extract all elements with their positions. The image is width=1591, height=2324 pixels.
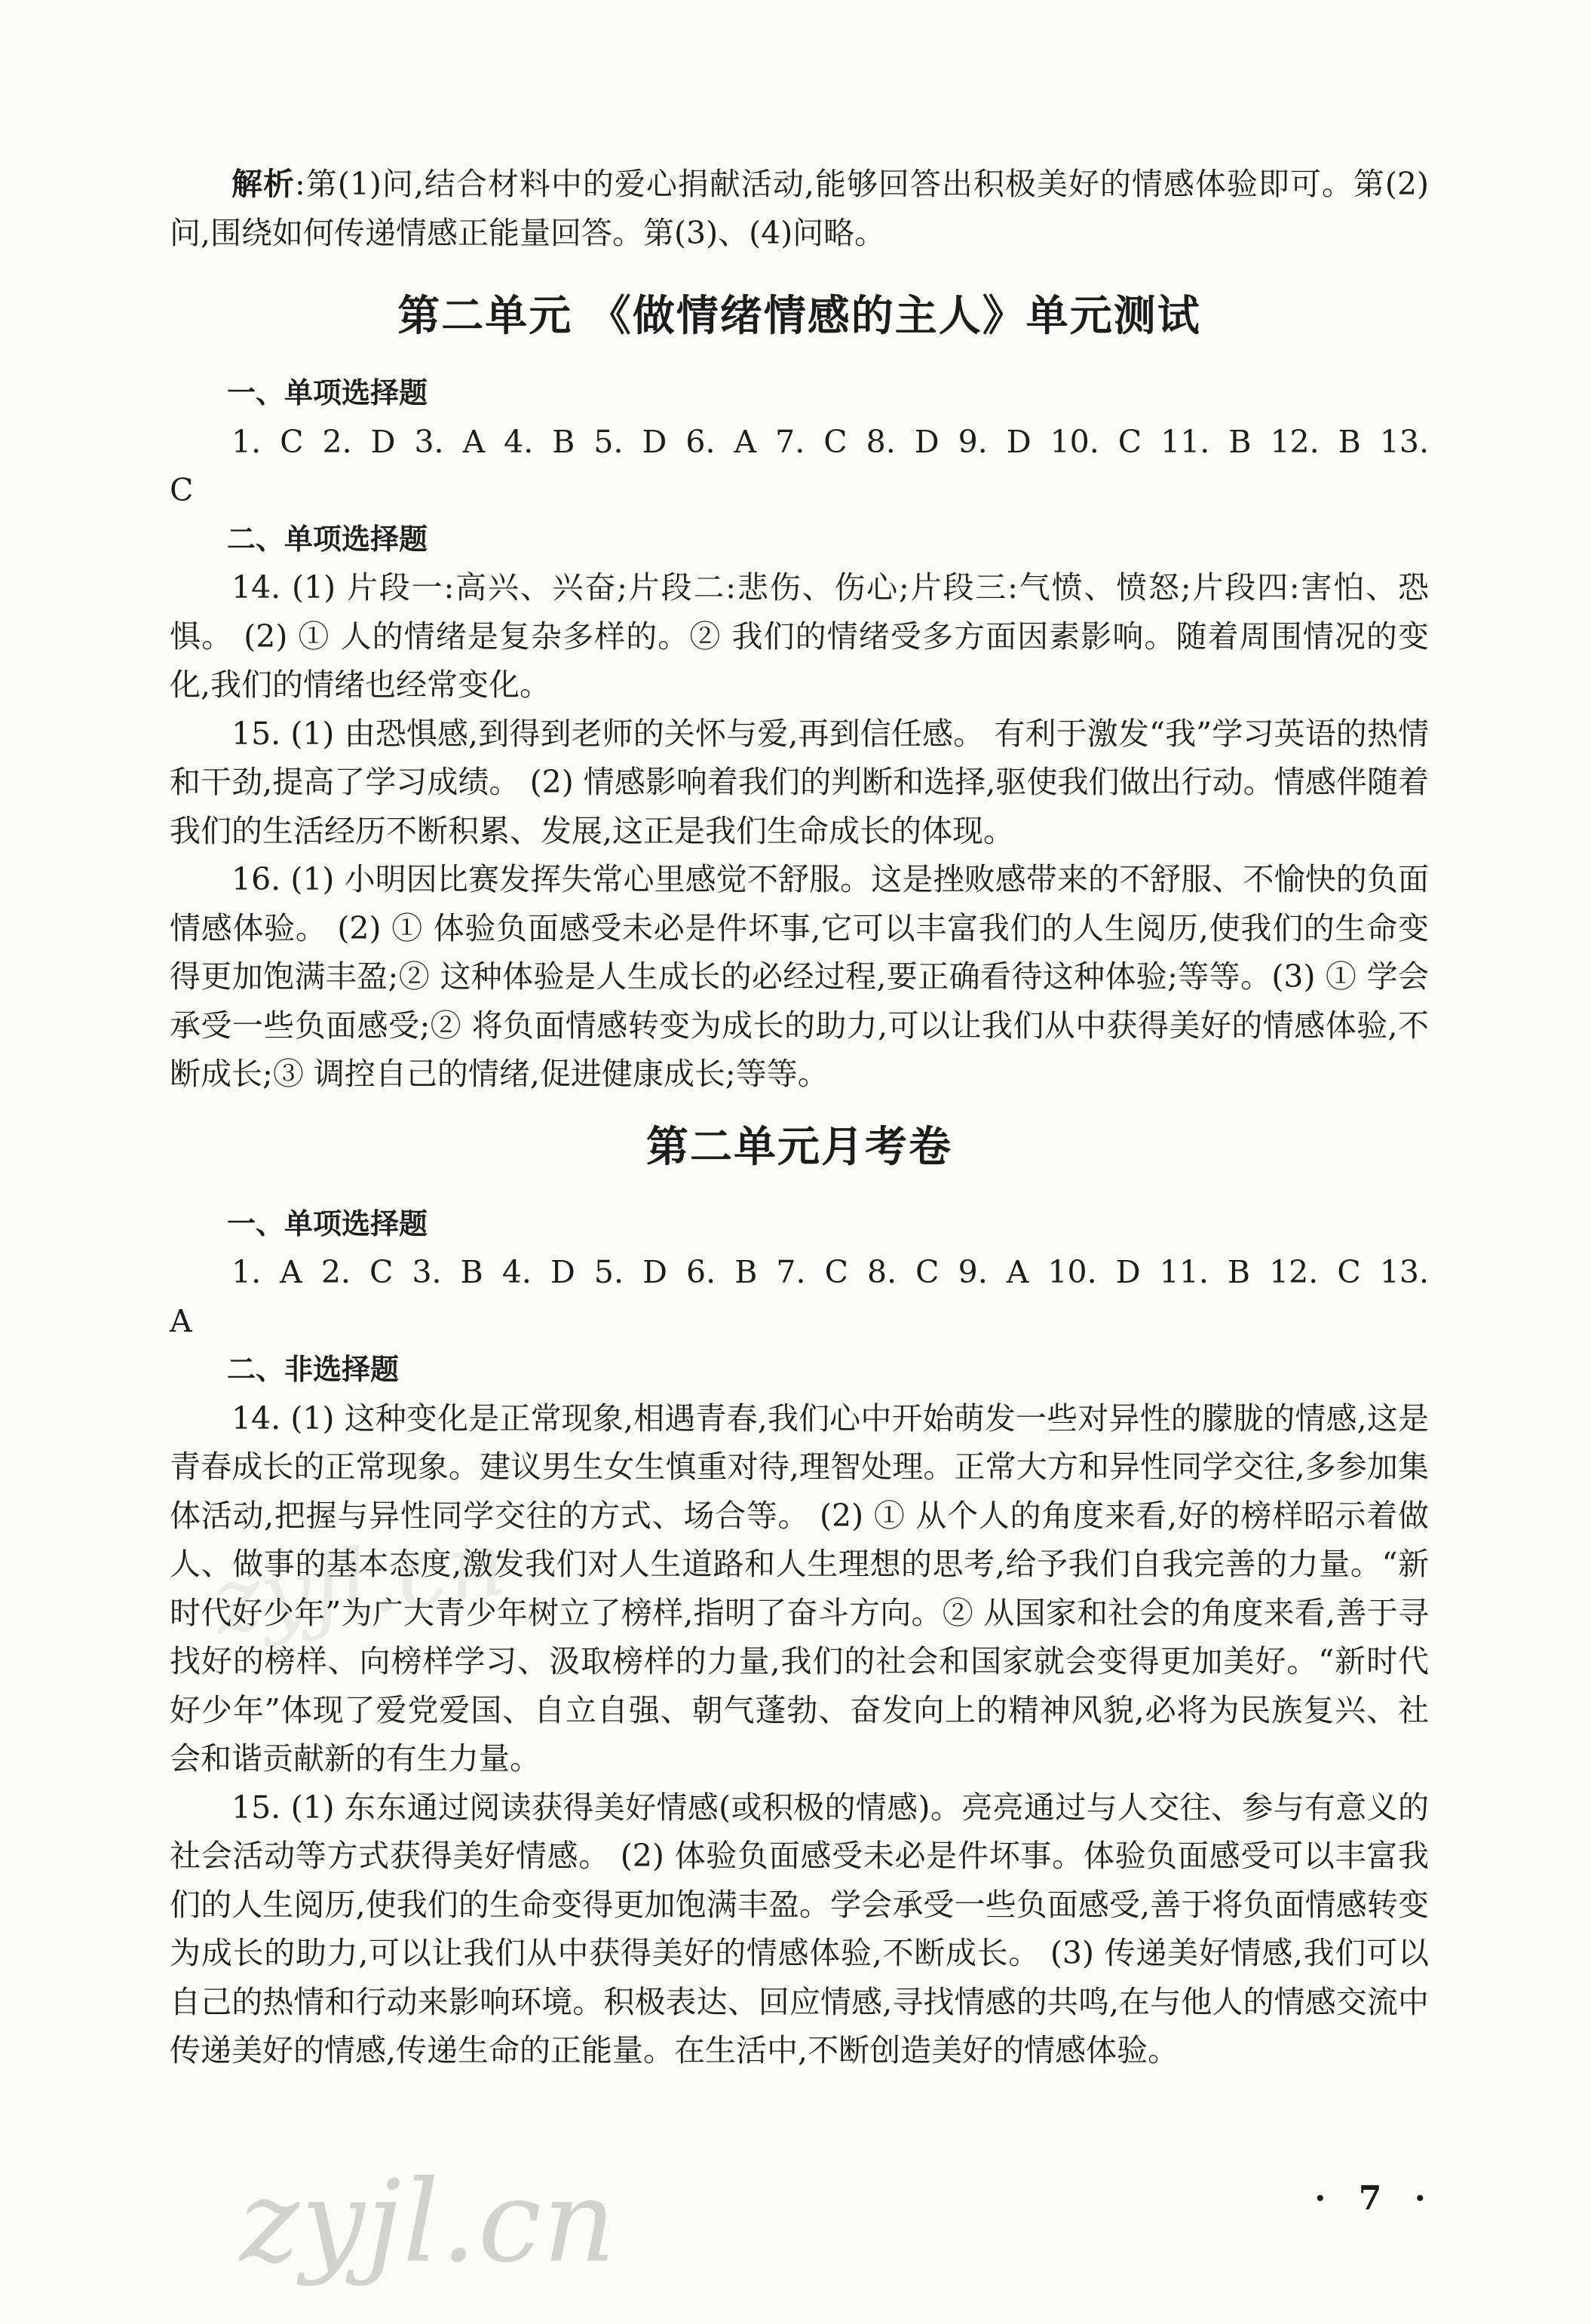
watermark-bottom: zyjl.cn — [240, 2157, 618, 2288]
page-number: · 7 · — [1314, 2179, 1436, 2218]
unit-test-question-14: 14. (1) 片段一:高兴、兴奋;片段二:悲伤、伤心;片段三:气愤、愤怒;片段四:害怕、恐惧。 (2) ① 人的情绪是复杂多样的。② 我们的情绪受多方面因素影响。随着周围情况的变化,我们的情绪也经常变化。 — [170, 569, 1429, 703]
unit-test-section1-heading: 一、单项选择题 — [227, 376, 428, 409]
monthly-test-section2-heading: 二、非选择题 — [227, 1353, 400, 1386]
watermark-middle: zyjl.cn — [207, 1510, 513, 1656]
analysis-paragraph — [170, 160, 1429, 257]
monthly-test-question-14: 14. (1) 这种变化是正常现象,相遇青春,我们心中开始萌发一些对异性的朦胧的情感,这是青春成长的正常现象。建议男生女生慎重对待,理智处理。正常大方和异性同学交往,多参加集体活动,把握与异性同学交往的方式、场合等。 (2) ① 从个人的角度来看,好的榜样昭示着做人、做事的基本态度,激发我们对人生道路和人生理想的思考,给予我们自我完善的力量。“新时代好少年”为广大青少年树立了榜样,指明了奋斗方向。② 从国家和社会的角度来看,善于寻找好的榜样、向榜样学习、汲取榜样的力量,我们的社会和国家就会变得更加美好。“新时代好少年”体现了爱党爱国、自立自强、朝气蓬勃、奋发向上的精神风貌,必将为民族复兴、社会和谐贡献新的有生力量。 — [170, 1400, 1429, 1777]
monthly-test-question-15: 15. (1) 东东通过阅读获得美好情感(或积极的情感)。亮亮通过与人交往、参与有意义的社会活动等方式获得美好情感。 (2) 体验负面感受未必是件坏事。体验负面感受可以丰富我们的人生阅历,使我们的生命变得更加饱满丰盈。学会承受一些负面感受,善于将负面情感转变为成长的助力,可以让我们从中获得美好的情感体验,不断成长。 (3) 传递美好情感,我们可以自己的热情和行动来影响环境。积极表达、回应情感,寻找情感的共鸣,在与他人的情感交流中传递美好的情感,传递生命的正能量。在生活中,不断创造美好的情感体验。 — [170, 1789, 1429, 2068]
analysis-label: 解析 — [231, 166, 295, 202]
monthly-test-section1-answers: 1. A 2. C 3. B 4. D 5. D 6. B 7. C 8. C 9. A 10. D 11. B 12. C 13. A — [170, 1254, 1429, 1339]
unit-test-section1-answers: 1. C 2. D 3. A 4. B 5. D 6. A 7. C 8. D 9. D 10. C 11. B 12. B 13. C — [170, 423, 1429, 508]
unit-test-question-16: 16. (1) 小明因比赛发挥失常心里感觉不舒服。这是挫败感带来的不舒服、不愉快的负面情感体验。 (2) ① 体验负面感受未必是件坏事,它可以丰富我们的人生阅历,使我们的生命变得更加饱满丰盈;② 这种体验是人生成长的必经过程,要正确看待这种体验;等等。(3) ① 学会承受一些负面感受;② 将负面情感转变为成长的助力,可以让我们从中获得美好的情感体验,不断成长;③ 调控自己的情绪,促进健康成长;等等。 — [170, 861, 1429, 1092]
unit-test-question-15: 15. (1) 由恐惧感,到得到老师的关怀与爱,再到信任感。 有利于激发“我”学习英语的热情和干劲,提高了学习成绩。 (2) 情感影响着我们的判断和选择,驱使我们做出行动。情感伴随着我们的生活经历不断积累、发展,这正是我们生命成长的体现。 — [170, 715, 1429, 849]
monthly-test-section1-heading: 一、单项选择题 — [227, 1206, 428, 1240]
page-content — [170, 160, 1429, 2075]
unit-test-section2-heading: 二、单项选择题 — [227, 522, 428, 556]
analysis-text: :第(1)问,结合材料中的爱心捐献活动,能够回答出积极美好的情感体验即可。第(2)问,围绕如何传递情感正能量回答。第(3)、(4)问略。 — [170, 166, 1429, 251]
monthly-test-title: 第二单元月考卷 — [646, 1122, 952, 1172]
unit-test-title: 第二单元 《做情绪情感的主人》单元测试 — [397, 292, 1201, 341]
